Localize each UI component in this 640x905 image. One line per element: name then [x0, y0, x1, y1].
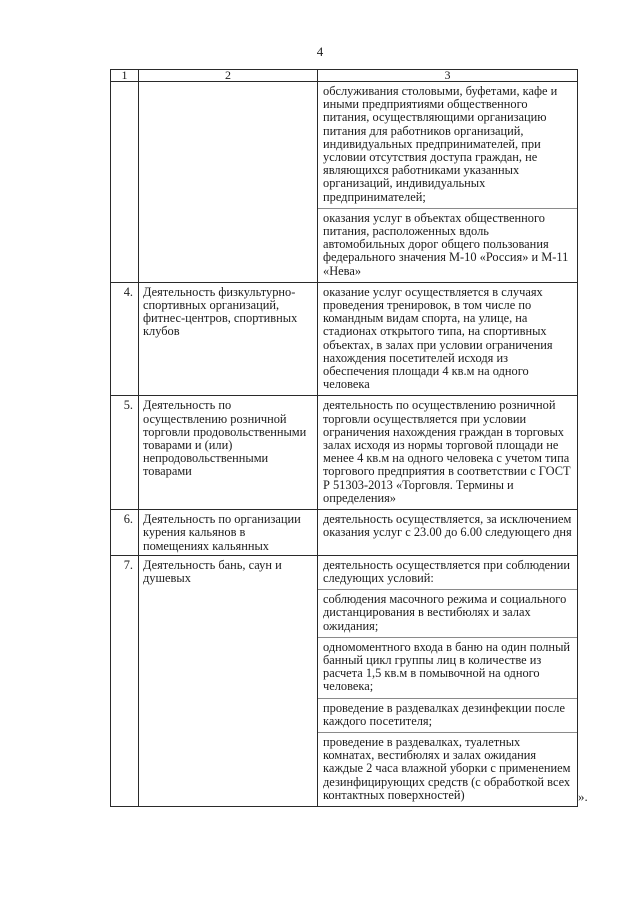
- condition-paragraph: соблюдения масочного режима и социального дистанцирования в вестибюлях и залах ожидания;: [318, 589, 577, 637]
- activity-cell: Деятельность бань, саун и душевых: [139, 555, 318, 806]
- condition-paragraph: оказания услуг в объектах общественного питания, расположенных вдоль автомобильных дорог общего пользования федерального значения М-10 «Россия» и М-11 «Нева»: [318, 208, 577, 282]
- page-number: 4: [316, 44, 324, 59]
- conditions-cell: [318, 82, 578, 283]
- conditions-cell: [318, 282, 578, 396]
- regulation-table: [110, 69, 578, 807]
- condition-paragraph: деятельность по осуществлению розничной торговли осуществляется при условии ограничения нахождения граждан в торговых залах исходя из нормы торговой площади не менее 4 кв.м на одного человека с учетом типа торгового предприятия в соответствии с ГОСТ Р 51303-2013 «Торговля. Термины и определения»: [323, 398, 571, 505]
- conditions-cell: [318, 396, 578, 510]
- activity-cell: [139, 82, 318, 283]
- activity-cell: Деятельность физкультурно-спортивных организаций, фитнес-центров, спортивных клубов: [139, 282, 318, 396]
- table-row: [111, 282, 578, 396]
- condition-paragraph: обслуживания столовыми, буфетами, кафе и иными предприятиями общественного питания, осуществляющими организацию питания для работников организаций, индивидуальных предпринимателей, при условии отсутствия доступа граждан, не являющихся работниками указанных организаций, индивидуальных предпринимателей;: [323, 84, 558, 204]
- condition-paragraph: деятельность осуществляется, за исключением оказания услуг с 23.00 до 6.00 следующего дня: [323, 512, 572, 540]
- column-header-number: 1: [111, 70, 139, 82]
- table-row: [111, 510, 578, 556]
- table-row: [111, 396, 578, 510]
- activity-cell: Деятельность по осуществлению розничной торговли продовольственными товарами и (или) непродовольственными товарами: [139, 396, 318, 510]
- table-row: [111, 82, 578, 283]
- condition-paragraph: проведение в раздевалках дезинфекции после каждого посетителя;: [318, 698, 577, 732]
- conditions-cell: [318, 510, 578, 556]
- row-number: 6.: [111, 510, 139, 556]
- activity-cell: Деятельность по организации курения кальянов в помещениях кальянных: [139, 510, 318, 556]
- closing-quote-mark: ».: [578, 789, 588, 804]
- row-number: 5.: [111, 396, 139, 510]
- conditions-cell: [318, 555, 578, 806]
- row-number: [111, 82, 139, 283]
- table-row: [111, 555, 578, 806]
- column-header-activity: 2: [139, 70, 318, 82]
- condition-paragraph: оказание услуг осуществляется в случаях проведения тренировок, в том числе по командным видам спорта, на улице, на стадионах открытого типа, на спортивных объектах, в залах при условии ограничения нахождения посетителей исходя из обеспечения площади 4 кв.м на одного человека: [323, 284, 553, 392]
- row-number: 4.: [111, 282, 139, 396]
- condition-paragraph: деятельность осуществляется при соблюдении следующих условий:: [323, 557, 571, 585]
- column-header-conditions: 3: [318, 70, 578, 82]
- condition-paragraph: проведение в раздевалках, туалетных комнатах, вестибюлях и залах ожидания каждые 2 часа влажной уборки с применением дезинфицирующих средств (с обработкой всех контактных поверхностей): [318, 732, 577, 806]
- row-number: 7.: [111, 555, 139, 806]
- condition-paragraph: одномоментного входа в баню на один полный банный цикл группы лиц в количестве из расчета 1,5 кв.м в помывочной на одного человека;: [318, 637, 577, 698]
- table-header-row: [111, 70, 578, 82]
